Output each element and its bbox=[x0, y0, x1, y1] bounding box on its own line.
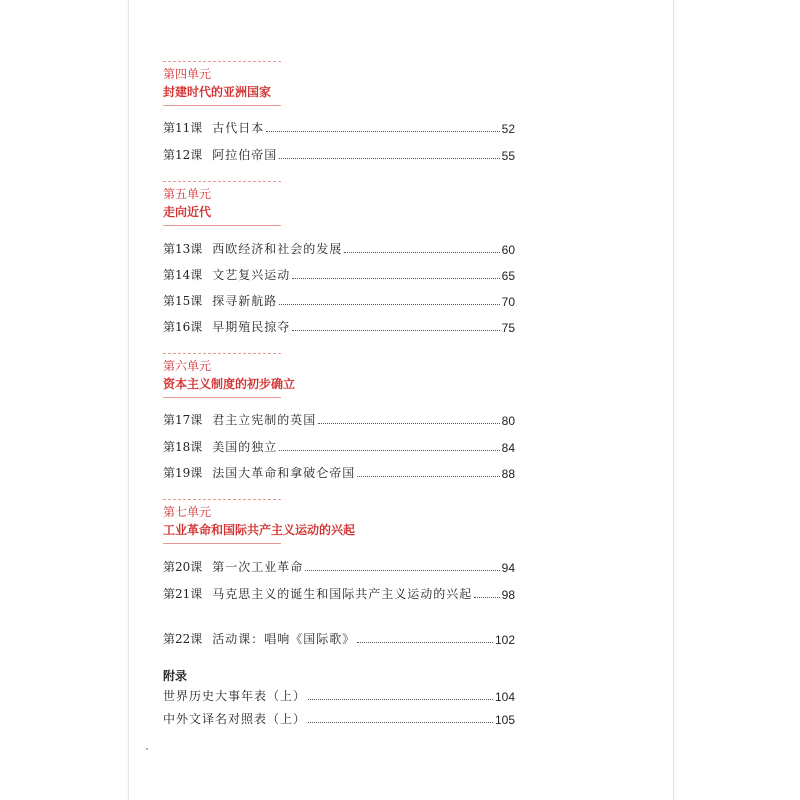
unit-divider bbox=[163, 181, 281, 182]
page-number: 52 bbox=[501, 122, 515, 136]
lesson-title: 君主立宪制的英国 bbox=[212, 413, 317, 427]
dot-leader bbox=[279, 304, 499, 305]
lesson-title: 早期殖民掠夺 bbox=[212, 320, 291, 334]
page-number: 55 bbox=[501, 149, 515, 163]
toc-entry-lesson-16[interactable] bbox=[163, 317, 515, 335]
lesson-number: 第20课 bbox=[163, 560, 203, 574]
dot-leader bbox=[344, 252, 499, 253]
appendix-label: 附录 bbox=[163, 669, 188, 683]
lesson-title: 西欧经济和社会的发展 bbox=[212, 242, 343, 256]
unit-divider bbox=[163, 225, 281, 226]
toc-entry-appendix-2[interactable] bbox=[163, 709, 515, 727]
toc-entry-lesson-18[interactable] bbox=[163, 437, 515, 455]
page-number: 98 bbox=[501, 588, 515, 602]
appendix-title: 中外文译名对照表（上） bbox=[163, 712, 307, 726]
toc-entry-appendix-1[interactable] bbox=[163, 686, 515, 704]
dot-leader bbox=[357, 476, 499, 477]
lesson-number: 第12课 bbox=[163, 148, 203, 162]
page-number: 102 bbox=[494, 633, 515, 647]
unit-number: 第四单元 bbox=[163, 67, 212, 81]
unit-5-header bbox=[163, 181, 523, 226]
dot-leader bbox=[318, 423, 499, 424]
lesson-title: 美国的独立 bbox=[212, 440, 278, 454]
lesson-number: 第17课 bbox=[163, 413, 203, 427]
unit-title: 走向近代 bbox=[163, 205, 212, 219]
page-number: 84 bbox=[501, 441, 515, 455]
unit-number: 第七单元 bbox=[163, 505, 212, 519]
toc-entry-lesson-12[interactable] bbox=[163, 145, 515, 163]
dot-leader bbox=[305, 570, 499, 571]
toc-entry-lesson-15[interactable] bbox=[163, 291, 515, 309]
lesson-title: 文艺复兴运动 bbox=[212, 268, 291, 282]
toc-entry-lesson-13[interactable] bbox=[163, 239, 515, 257]
unit-number: 第五单元 bbox=[163, 187, 212, 201]
toc-entry-lesson-20[interactable] bbox=[163, 557, 515, 575]
lesson-number: 第14课 bbox=[163, 268, 203, 282]
dot-leader bbox=[266, 131, 499, 132]
page-number: 75 bbox=[501, 321, 515, 335]
dot-leader bbox=[357, 642, 493, 643]
lesson-number: 第18课 bbox=[163, 440, 203, 454]
dot-leader bbox=[279, 158, 499, 159]
toc-entry-lesson-17[interactable] bbox=[163, 410, 515, 428]
lesson-number: 第16课 bbox=[163, 320, 203, 334]
toc-entry-lesson-19[interactable] bbox=[163, 463, 515, 481]
lesson-number: 第19课 bbox=[163, 466, 203, 480]
page-number: 65 bbox=[501, 269, 515, 283]
toc-entry-lesson-22[interactable] bbox=[163, 629, 515, 647]
lesson-title: 活动课：唱响《国际歌》 bbox=[212, 632, 356, 646]
unit-7-header bbox=[163, 499, 523, 544]
lesson-number: 第11课 bbox=[163, 121, 203, 135]
scan-speck bbox=[146, 748, 148, 750]
page-number: 94 bbox=[501, 561, 515, 575]
page-number: 60 bbox=[501, 243, 515, 257]
lesson-title: 马克思主义的诞生和国际共产主义运动的兴起 bbox=[212, 587, 473, 601]
lesson-title: 法国大革命和拿破仑帝国 bbox=[212, 466, 356, 480]
lesson-number: 第13课 bbox=[163, 242, 203, 256]
unit-title: 资本主义制度的初步确立 bbox=[163, 377, 296, 391]
toc-entry-lesson-14[interactable] bbox=[163, 265, 515, 283]
lesson-number: 第21课 bbox=[163, 587, 203, 601]
unit-4-header bbox=[163, 61, 523, 106]
page-number: 104 bbox=[494, 690, 515, 704]
unit-divider bbox=[163, 105, 281, 106]
dot-leader bbox=[279, 450, 499, 451]
unit-title: 封建时代的亚洲国家 bbox=[163, 85, 272, 99]
lesson-number: 第15课 bbox=[163, 294, 203, 308]
unit-6-header bbox=[163, 353, 523, 398]
lesson-title: 古代日本 bbox=[212, 121, 265, 135]
unit-title: 工业革命和国际共产主义运动的兴起 bbox=[163, 523, 356, 537]
unit-number: 第六单元 bbox=[163, 359, 212, 373]
dot-leader bbox=[292, 278, 499, 279]
unit-divider bbox=[163, 543, 281, 544]
dot-leader bbox=[308, 699, 493, 700]
dot-leader bbox=[308, 722, 493, 723]
unit-divider bbox=[163, 353, 281, 354]
dot-leader bbox=[474, 597, 499, 598]
dot-leader bbox=[292, 330, 499, 331]
toc-entry-lesson-21[interactable] bbox=[163, 584, 515, 602]
toc-entry-lesson-11[interactable] bbox=[163, 118, 515, 136]
unit-divider bbox=[163, 61, 281, 62]
page-number: 105 bbox=[494, 713, 515, 727]
appendix-title: 世界历史大事年表（上） bbox=[163, 689, 307, 703]
lesson-title: 阿拉伯帝国 bbox=[212, 148, 278, 162]
unit-divider bbox=[163, 499, 281, 500]
lesson-title: 探寻新航路 bbox=[212, 294, 278, 308]
lesson-number: 第22课 bbox=[163, 632, 203, 646]
unit-divider bbox=[163, 397, 281, 398]
page-number: 88 bbox=[501, 467, 515, 481]
lesson-title: 第一次工业革命 bbox=[212, 560, 304, 574]
page-number: 70 bbox=[501, 295, 515, 309]
page-number: 80 bbox=[501, 414, 515, 428]
